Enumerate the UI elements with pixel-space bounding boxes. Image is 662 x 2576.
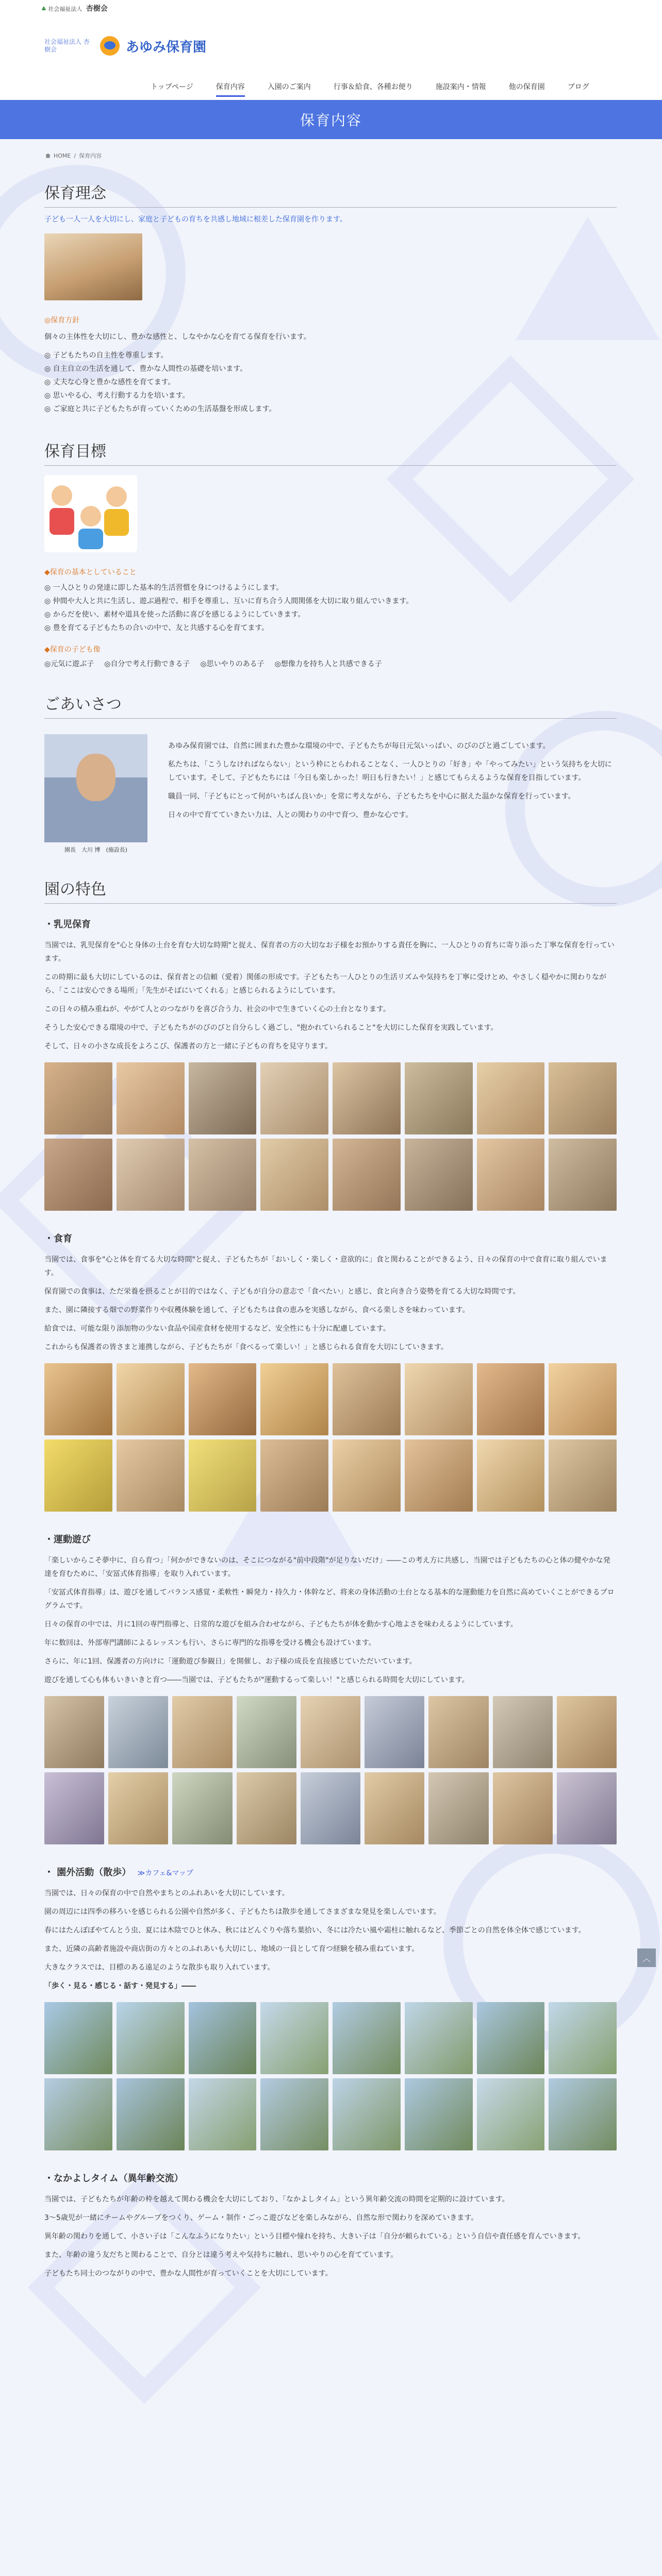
corp-name: 杏樹会 xyxy=(86,5,108,13)
photo xyxy=(260,1062,328,1134)
feature-heading-mixed-age: ・ なかよしタイム（異年齢交流） xyxy=(44,2171,617,2184)
feature-heading-food: ・ 食育 xyxy=(44,1231,617,1245)
photo xyxy=(172,1772,232,1844)
feature-heading-infant: ・ 乳児保育 xyxy=(44,917,617,930)
infant-photo-grid xyxy=(44,1062,617,1211)
greeting-text: あゆみ保育園では、自然に囲まれた豊かな環境の中で、子どもたちが毎日元気いっぱい、のびのびと過ごしています。 私たちは、「こうしなければならない」という枠にとらわれることなく、一人ひとりの「好き」や「やってみたい」という気持ちを大切にしています。そして、子どもたちには「今日も楽しかった！明日も行きたい！」と感じてもらえるような保育を目指しています。 職員一同、「子どもにとって何がいちばん良いか」を常に考えながら、子どもたちを中心に据えた温かな保育を行っています。 日々の中で育てていきたい力は、人との関わりの中で育つ、豊かな心です。 xyxy=(168,742,612,819)
tree-icon: ♣ xyxy=(41,6,46,12)
nav-nyuen[interactable]: 入園のご案内 xyxy=(267,83,311,91)
photo xyxy=(44,1772,104,1844)
photo xyxy=(117,2078,185,2150)
breadcrumb-current: 保育内容 xyxy=(79,152,102,159)
list-item: ◎ 一人ひとりの発達に即した基本的生活習慣を身につけるようにします。 xyxy=(44,581,617,595)
nav-top[interactable]: トップページ xyxy=(151,83,193,91)
photo xyxy=(405,1363,473,1435)
photo xyxy=(477,1439,545,1512)
list-item: ◎ 豊を育てる子どもたちの合いの中で、友と共感する心を育てます。 xyxy=(44,621,617,635)
greeting-heading: ごあいさつ xyxy=(44,691,617,719)
nav-events[interactable]: 行事＆給食、各種お便り xyxy=(333,83,413,91)
list-item: ◎ 自分で考え行動できる子 xyxy=(104,658,190,669)
feature-heading-exercise: ・ 運動遊び xyxy=(44,1532,617,1546)
feature-heading-outing: ・ 園外活動（散歩） ≫カフェ&マップ xyxy=(44,1865,617,1878)
features-heading: 園の特色 xyxy=(44,876,617,904)
photo xyxy=(549,2002,617,2074)
photo xyxy=(108,1772,168,1844)
photo xyxy=(333,2078,401,2150)
photo xyxy=(172,1696,232,1768)
photo xyxy=(477,1062,545,1134)
photo xyxy=(189,1363,257,1435)
kids-illustration xyxy=(44,475,137,552)
top-bar xyxy=(0,0,662,13)
nav-blog[interactable]: ブログ xyxy=(567,83,589,91)
page-title: 保育内容 xyxy=(300,112,362,129)
photo xyxy=(301,1772,360,1844)
home-icon xyxy=(45,154,51,158)
list-item: ◎ ご家庭と共に子どもたちが育っていくための生活基盤を形成します。 xyxy=(44,402,617,416)
photo xyxy=(44,2002,112,2074)
goals-label-1: ◆保育の基本としていること xyxy=(44,568,137,577)
photo xyxy=(108,1696,168,1768)
photo xyxy=(44,1439,112,1512)
photo xyxy=(189,2002,257,2074)
photo xyxy=(301,1696,360,1768)
photo xyxy=(493,1772,553,1844)
cafe-map-link[interactable]: ≫カフェ&マップ xyxy=(137,1869,193,1877)
photo xyxy=(333,1439,401,1512)
photo xyxy=(549,1139,617,1211)
exercise-photo-grid xyxy=(44,1696,617,1844)
photo xyxy=(428,1772,488,1844)
photo xyxy=(237,1696,296,1768)
outing-photo-grid xyxy=(44,2002,617,2150)
photo xyxy=(549,1439,617,1512)
photo xyxy=(44,1139,112,1211)
greeting-block xyxy=(44,734,617,854)
photo xyxy=(477,2002,545,2074)
list-item: ◎ 思いやりのある子 xyxy=(200,658,264,669)
principal-portrait xyxy=(44,734,147,854)
photo xyxy=(189,1139,257,1211)
photo xyxy=(260,1439,328,1512)
photo xyxy=(549,1363,617,1435)
breadcrumb: HOME / 保育内容 xyxy=(45,151,662,160)
site-logo[interactable] xyxy=(44,36,206,56)
photo xyxy=(557,1772,617,1844)
list-item: ◎ 想像力を持ち人と共感できる子 xyxy=(275,658,382,669)
photo xyxy=(365,1696,424,1768)
classroom-photo xyxy=(44,233,142,300)
page-top-button[interactable]: ︿ xyxy=(637,1948,656,1967)
photo xyxy=(117,1062,185,1134)
site-header xyxy=(0,13,662,100)
principal-caption: 園長 大川 博 (施設長) xyxy=(64,846,128,853)
photo xyxy=(260,2078,328,2150)
photo xyxy=(117,2002,185,2074)
photo xyxy=(477,1139,545,1211)
list-item: ◎ 仲間や大人と共に生活し、遊ぶ過程で、相手を尊重し、互いに育ち合う人間関係を大切に取り組んでいきます。 xyxy=(44,595,617,608)
kids-ideal-list xyxy=(44,658,617,669)
photo xyxy=(260,1139,328,1211)
photo xyxy=(260,1363,328,1435)
list-item: ◎ 元気に遊ぶ子 xyxy=(44,658,94,669)
photo xyxy=(405,2002,473,2074)
goals-heading: 保育目標 xyxy=(44,438,617,466)
photo xyxy=(44,1363,112,1435)
photo xyxy=(477,2078,545,2150)
photo xyxy=(428,1696,488,1768)
goals-list xyxy=(44,581,617,635)
breadcrumb-home[interactable]: HOME xyxy=(54,152,71,159)
principal-photo xyxy=(44,734,147,842)
list-item: ◎ 思いやる心、考え行動する力を培います。 xyxy=(44,389,617,402)
photo xyxy=(189,1062,257,1134)
photo xyxy=(557,1696,617,1768)
photo xyxy=(117,1363,185,1435)
photo xyxy=(477,1363,545,1435)
photo xyxy=(365,1772,424,1844)
photo xyxy=(117,1139,185,1211)
photo xyxy=(333,1363,401,1435)
outing-subheading: 「歩く・見る・感じる・話す・発見する」―― xyxy=(44,1982,196,1990)
list-item: ◎ 丈夫な心身と豊かな感性を育てます。 xyxy=(44,376,617,389)
philosophy-lead: 子ども一人一人を大切にし、家庭と子どもの育ちを共感し地域に根差した保育園を作ります。 xyxy=(44,215,347,224)
photo xyxy=(549,1062,617,1134)
policy-list xyxy=(44,349,617,416)
goals-label-2: ◆保育の子ども像 xyxy=(44,646,101,654)
page-hero xyxy=(0,100,662,139)
food-photo-grid xyxy=(44,1363,617,1512)
policy-text: 個々の主体性を大切にし、豊かな感性と、しなやかな心を育てる保育を行います。 xyxy=(44,333,311,341)
nav-other-schools[interactable]: 他の保育園 xyxy=(508,83,545,91)
photo xyxy=(493,1696,553,1768)
photo xyxy=(405,1062,473,1134)
logo-name: あゆみ保育園 xyxy=(126,39,207,55)
corp-label[interactable]: ♣ 社会福祉法人 杏樹会 xyxy=(41,5,108,13)
logo-sub: 社会福祉法人 杏樹会 xyxy=(44,38,90,53)
list-item: ◎ 子どもたちの自主性を尊重します。 xyxy=(44,349,617,362)
logo-mark-icon xyxy=(100,36,120,56)
list-item: ◎ 自主自立の生活を通して、豊かな人間性の基礎を培います。 xyxy=(44,362,617,376)
photo xyxy=(333,1062,401,1134)
photo xyxy=(405,2078,473,2150)
philosophy-heading: 保育理念 xyxy=(44,180,617,208)
photo xyxy=(44,2078,112,2150)
list-item: ◎ からだを使い、素材や道具を使った活動に喜びを感じるようにしていきます。 xyxy=(44,608,617,621)
photo xyxy=(189,2078,257,2150)
photo xyxy=(333,1139,401,1211)
main-content: 保育理念 子ども一人一人を大切にし、家庭と子どもの育ちを共感し地域に根差した保育園を作ります。 ◎保育方針 個々の主体性を大切にし、豊かな感性と、しなやかな心を育てる保育を行います。 ◎ 子どもたちの自主性を尊重します。 ◎ 自主自立の生活を通して、豊かな人間性の基礎を培います。 ◎ 丈夫な心身と豊かな感性を育てます。 ◎ 思いやる心、考え行動する力を培います。 ◎ ご家庭と共に子どもたちが育っていくための生活基盤を形成します。 保育目標 ◆保育の基本としていること ◎ 一人ひとりの発達に即した基本的生活習慣を身につけるようにします。 ◎ 仲間や大人と共に生活し、遊ぶ過程で、相手を尊重し、互いに育ち合う人間関係を大切に取り組んでいきます。 ◎ からだを使い、素材や道具を使った活動に喜びを感じるようにしていきます。 ◎ 豊を育てる子どもたちの合いの中で、友と共感する心を育てます。 ◆保育の子ども像 ◎ 元気に遊ぶ子 ◎ 自分で考え行動できる子 ◎ 思いやりのある子 ◎ 想像力を持ち人と共感できる子 ごあいさつ 園長 大川 博 (施設長) あゆみ保育園では、自然に囲まれた豊かな環境の中で、子どもたちが毎日元気いっぱい、のびのびと過ごしています。 私たちは、「こうしなければならない」という枠にとらわれることなく、一人ひとりの「好き」や「やってみたい」という気持ちを大切にしています。そして、子どもたちには「今日も楽しかった！明日も行きたい！」と感じてもらえるような保育を目指しています。 職員一同、「子どもにとって何がいちばん良いか」を常に考えながら、子どもたちを中心に据えた温かな保育を行っています。 日々の中で育てていきたい力は、人との関わりの中で育つ、豊かな心です。 園の特色 ・ 乳児保育 当園では、乳児保育を"心と身体の土台を育む大切な時期"と捉え、保育者の方の大切なお子様をお預かりする責任を胸に、一人ひとりの育ちに寄り添った丁寧な保育を行っています。 この時期に最も大切にしているのは、保育者との信頼（愛着）関係の形成です。子どもたち一人ひとりの生活リズムや気持ちを丁寧に受けとめ、やさしく穏やかに関わりながら、「ここは安心できる場所」「先生がそばにいてくれる」と感じられるようにしています。 この日々の積み重ねが、やがて人とのつながりを喜び合う力、社会の中で生きていく心の土台となります。 そうした安心できる環境の中で、子どもたちがのびのびと自分らしく過ごし、"抱かれていられること"を大切にした保育を実践しています。 そして、日々の小さな成長をよろこび、保護者の方と一緒に子どもの育ちを見守ります。 ・ 食育 当園では、食事を"心と体を育てる大切な時間"と捉え、子どもたちが「おいしく・楽しく・意欲的に」食と関わることができるよう、日々の保育の中で食育に取り組んでいます。 保育園での食事は、ただ栄養を摂ることが目的ではなく、子どもが自分の意志で「食べたい」と感じ、食と向き合う姿勢を育てる大切な時間です。 また、園に隣接する畑での野菜作りや収穫体験を通して、子どもたちは食の恵みを実感しながら、食べる楽しさを味わっています。 給食では、可能な限り添加物の少ない食品や国産食材を使用するなど、安全性にも十分に配慮しています。 これからも保護者の皆さまと連携しながら、子どもたちが「食べるって楽しい！」と感じられる食育を大切にしていきます。 ・ 運動遊び 「楽しいからこそ夢中に、自ら育つ」「何かができないのは、そこにつながる"前中段階"が足りないだけ」――この考え方に共感し、当園では子どもたちの心と体の健やかな発達を育むために、「安冨式体育指導」を取り入れています。 「安冨式体育指導」は、遊びを通してバランス感覚・柔軟性・瞬発力・持久力・体幹など、将来の身体活動の土台となる基本的な運動能力を自然に高めていくことができるプログラムです。 日々の保育の中では、月に1回の専門指導と、日常的な遊びを組み合わせながら、子どもたちが体を動かす心地よさを味わえるようにしています。 年に数回は、外部専門講師によるレッスンも行い、さらに専門的な指導を受ける機会も設けています。 さらに、年に1回、保護者の方向けに「運動遊び参観日」を開催し、お子様の成長を直接感じていただいています。 遊びを通して心も体もいきいきと育つ――当園では、子どもたちが"運動するって楽しい！"と感じられる時間を大切にしています。 ・ 園外活動（散歩） ≫カフェ&マップ 当園では、日々の保育の中で自然やまちとのふれあいを大切にしています。 園の周辺には四季の移ろいを感じられる公園や自然が多く、子どもたちは散歩を通してさまざまな発見を楽しんでいます。 春にはたんぽぽやてんとう虫、夏には木陰でひと休み、秋にはどんぐりや落ち葉拾い、冬には冷たい風や霜柱に触れるなど、季節ごとの自然を体全体で感じています。 また、近隣の高齢者施設や商店街の方々とのふれあいも大切にし、地域の一員として育つ経験を積み重ねています。 大きなクラスでは、目標のある遠足のような散歩も取り入れています。 「歩く・見る・感じる・話す・発見する」―― ・ なかよしタイム（異年齢交流） 当園では、子どもたちが年齢の枠を越えて関わる機会を大切にしており、「なかよしタイム」という異年齢交流の時間を定期的に設けています。 3〜5歳児が一緒にチームやグループをつくり、ゲーム・制作・ごっこ遊びなどを楽しみながら、自然な形で関わりを深めていきます。 異年齢の関わりを通して、小さい子は「こんなふうになりたい」という目標や憧れを持ち、大きい子は「自分が頼られている」という自信や責任感を育んでいきます。 また、年齢の違う友だちと関わることで、自分とは違う考えや気持ちに触れ、思いやりの心を育てています。 子どもたち同士のつながりの中で、豊かな人間性が育っていくことを大切にしています。 xyxy=(44,180,617,2280)
photo xyxy=(44,1062,112,1134)
policy-label: ◎保育方針 xyxy=(44,316,80,325)
photo xyxy=(333,2002,401,2074)
photo xyxy=(549,2078,617,2150)
photo xyxy=(405,1139,473,1211)
photo xyxy=(44,1696,104,1768)
photo xyxy=(189,1439,257,1512)
nav-facility[interactable]: 施設案内・情報 xyxy=(435,83,486,91)
photo xyxy=(237,1772,296,1844)
photo xyxy=(260,2002,328,2074)
photo xyxy=(405,1439,473,1512)
photo xyxy=(117,1439,185,1512)
global-nav xyxy=(139,77,601,97)
nav-hoiku-naiyou[interactable]: 保育内容 xyxy=(205,77,256,97)
